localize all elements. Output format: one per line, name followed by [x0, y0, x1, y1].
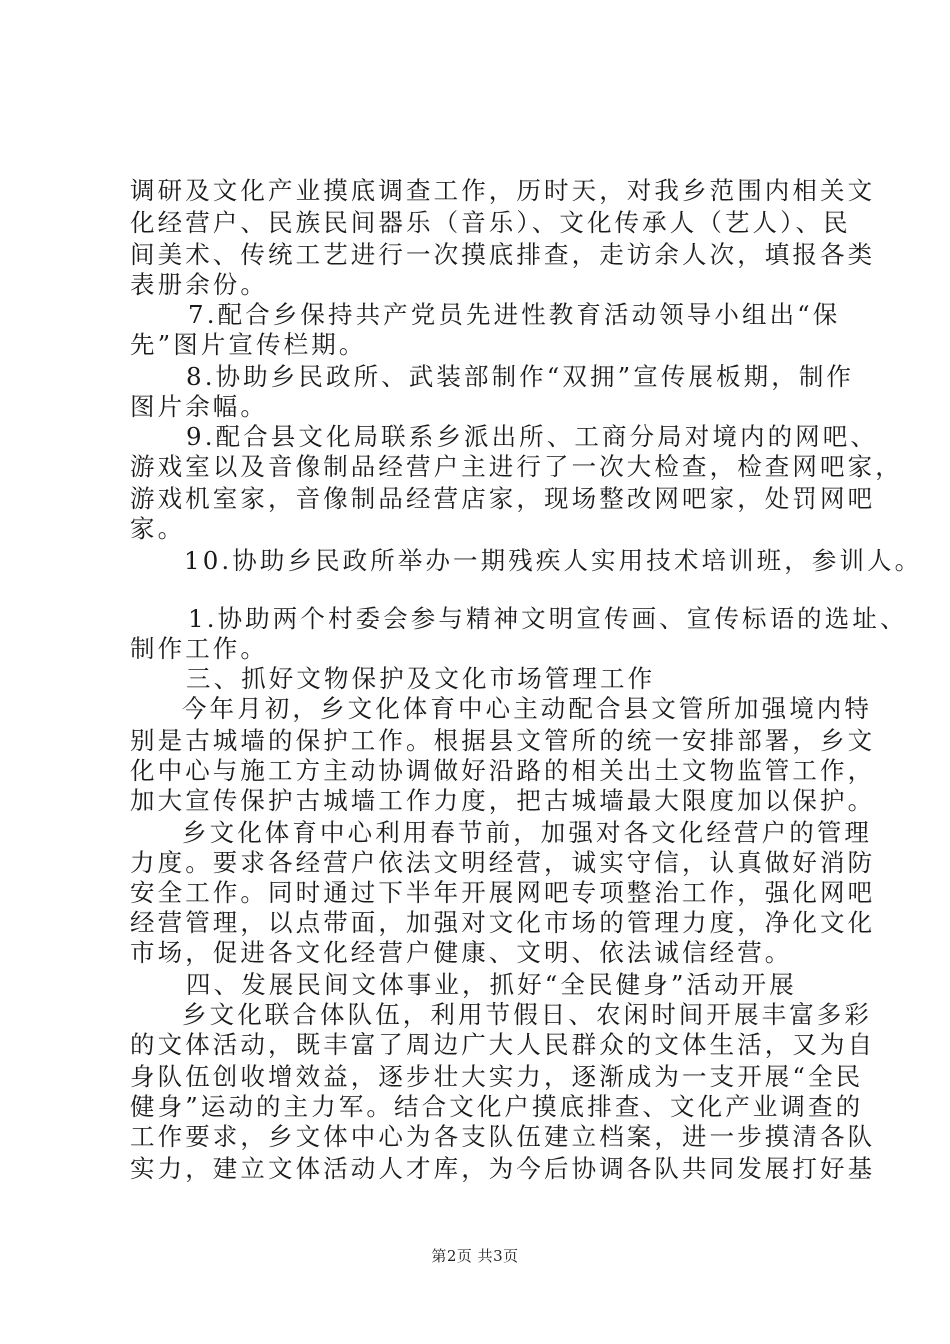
- paragraph-line: 乡文化体育中心利用春节前，加强对各文化经营户的管理: [182, 818, 872, 847]
- paragraph-line: 化中心与施工方主动协调做好沿路的相关出土文物监管工作，: [130, 756, 876, 785]
- paragraph-line: 表册余份。: [130, 270, 268, 299]
- paragraph-line: 经营管理，以点带面，加强对文化市场的管理力度，净化文化: [130, 908, 876, 937]
- paragraph-line: 图片余幅。: [130, 392, 268, 421]
- paragraph-line: 别是古城墙的保护工作。根据县文管所的统一安排部署，乡文: [130, 726, 876, 755]
- paragraph-line: 力度。要求各经营户依法文明经营，诚实守信，认真做好消防: [130, 848, 876, 877]
- list-item-line: 9.配合县文化局联系乡派出所、工商分局对境内的网吧、: [186, 422, 878, 451]
- paragraph-line: 今年月初，乡文化体育中心主动配合县文管所加强境内特: [182, 694, 872, 723]
- list-item-line: 10.协助乡民政所举办一期残疾人实用技术培训班，参训人。: [184, 546, 923, 575]
- section-heading: 三、抓好文物保护及文化市场管理工作: [186, 664, 656, 693]
- paragraph-line: 实力，建立文体活动人才库，为今后协调各队共同发展打好基: [130, 1154, 876, 1183]
- list-item-line: 8.协助乡民政所、武装部制作“双拥”宣传展板期，制作: [186, 362, 855, 391]
- paragraph-line: 安全工作。同时通过下半年开展网吧专项整治工作，强化网吧: [130, 878, 876, 907]
- paragraph-line: 乡文化联合体队伍，利用节假日、农闲时间开展丰富多彩: [182, 1000, 872, 1029]
- paragraph-line: 游戏机室家，音像制品经营店家，现场整改网吧家，处罚网吧: [130, 484, 876, 513]
- paragraph-line: 化经营户、民族民间器乐（音乐）、文化传承人（艺人）、民: [130, 208, 851, 237]
- paragraph-line: 制作工作。: [130, 634, 268, 663]
- paragraph-line: 市场，促进各文化经营户健康、文明、依法诚信经营。: [130, 938, 793, 967]
- paragraph-line: 家。: [130, 514, 186, 543]
- paragraph-line: 先”图片宣传栏期。: [130, 330, 367, 359]
- list-item-line: 7.配合乡保持共产党员先进性教育活动领导小组出“保: [188, 300, 841, 329]
- page-number-footer: 第2页 共3页: [431, 1247, 519, 1265]
- paragraph-line: 间美术、传统工艺进行一次摸底排查，走访余人次，填报各类: [130, 240, 876, 269]
- paragraph-line: 加大宣传保护古城墙工作力度，把古城墙最大限度加以保护。: [130, 786, 876, 815]
- list-item-line: 1.协助两个村委会参与精神文明宣传画、宣传标语的选址、: [188, 604, 908, 633]
- paragraph-line: 健身”运动的主力军。结合文化户摸底排查、文化产业调查的: [130, 1092, 864, 1121]
- paragraph-line: 的文体活动，既丰富了周边广大人民群众的文体生活，又为自: [130, 1030, 876, 1059]
- section-heading: 四、发展民间文体事业，抓好“全民健身”活动开展: [186, 970, 797, 999]
- paragraph-line: 工作要求，乡文体中心为各支队伍建立档案，进一步摸清各队: [130, 1122, 876, 1151]
- paragraph-line: 游戏室以及音像制品经营户主进行了一次大检查，检查网吧家，: [130, 452, 903, 481]
- paragraph-line: 调研及文化产业摸底调查工作，历时天，对我乡范围内相关文: [130, 176, 876, 205]
- paragraph-line: 身队伍创收增效益，逐步壮大实力，逐渐成为一支开展“全民: [130, 1062, 864, 1091]
